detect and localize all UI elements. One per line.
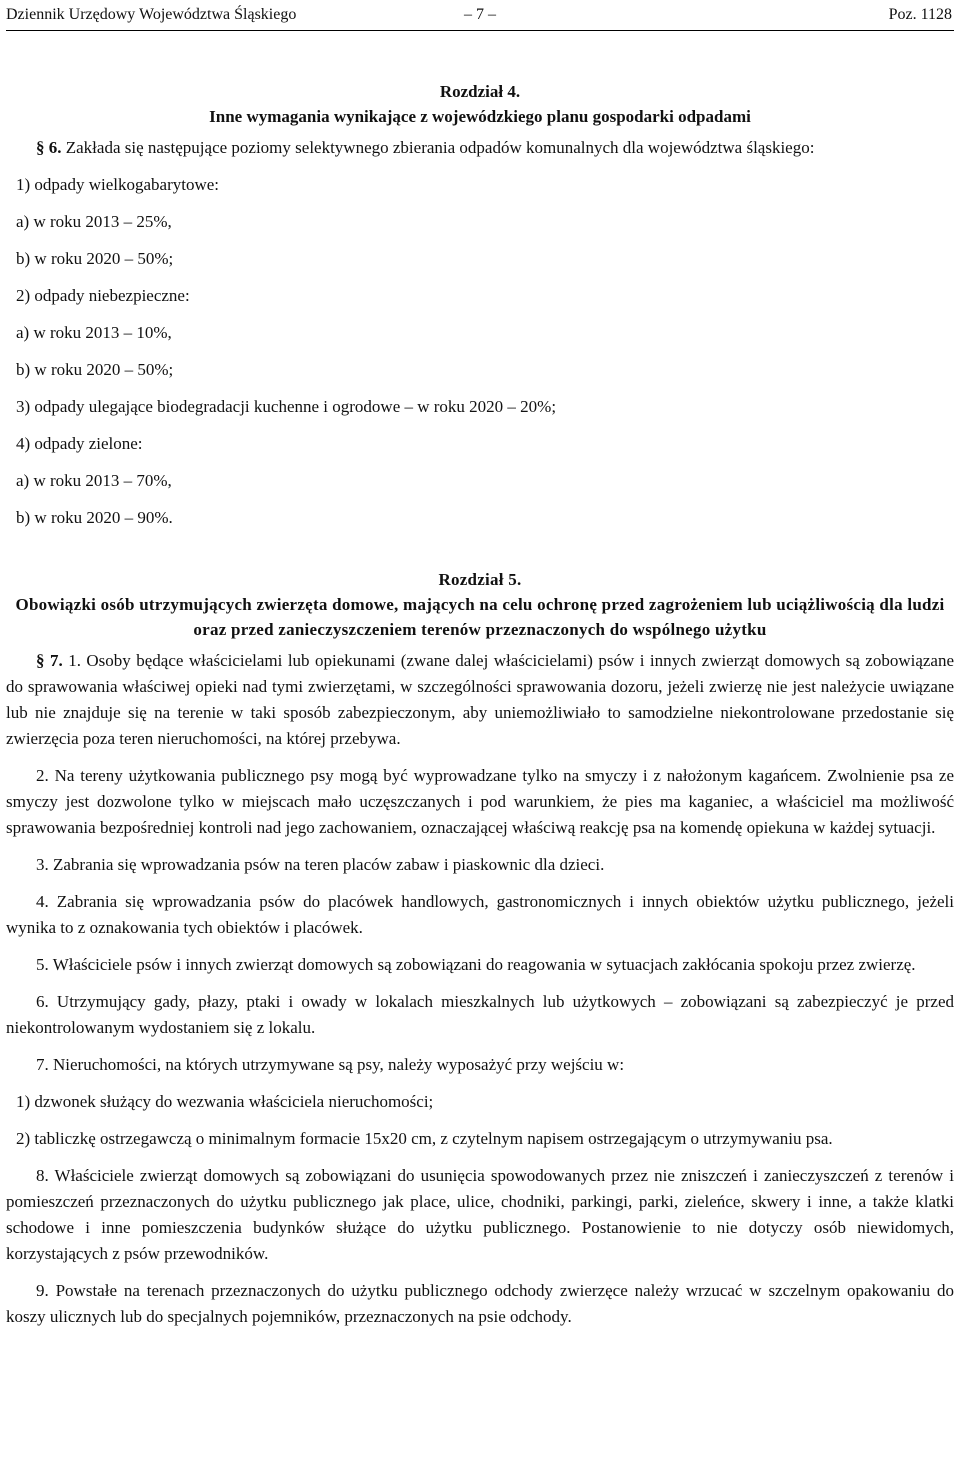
chapter-4-subtitle: Inne wymagania wynikające z wojewódzkiego planu gospodarki odpadami	[209, 107, 751, 126]
selective-collection-list	[6, 172, 954, 531]
section-7-item-1: 1) dzwonek służący do wezwania właściciela nieruchomości;	[16, 1092, 434, 1111]
section-3: 3. Zabrania się wprowadzania psów na teren placów zabaw i piaskownic dla dzieci.	[36, 855, 605, 874]
section-1-number: 1.	[68, 651, 81, 670]
list-item: a) w roku 2013 – 70%,	[16, 471, 172, 490]
list-item: 4) odpady zielone:	[16, 434, 143, 453]
chapter-4-title: Rozdział 4.	[439, 82, 521, 101]
list-item: b) w roku 2020 – 50%;	[16, 249, 174, 268]
list-item: a) w roku 2013 – 10%,	[16, 323, 172, 342]
page-number: – 7 –	[464, 6, 496, 23]
section-2: 2. Na tereny użytkowania publicznego psy mogą być wyprowadzane tylko na smyczy i z nałożonym kagańcem. Zwolnienie psa ze smyczy jest dozwolone tylko w miejscach mało uczęszczanych i pod warunkiem, że pies ma kaganiec, a właściciel ma możliwość sprawowania bezpośredniej kontroli nad jego zachowaniem, oznaczającej właściwą reakcję psa na komendę opiekuna w każdej sytuacji.	[6, 766, 954, 837]
section-8: 8. Właściciele zwierząt domowych są zobowiązani do usunięcia spowodowanych przez nie zniszczeń i zanieczyszczeń z terenów i pomieszczeń przeznaczonych do użytku publicznego jak place, ulice, chodniki, parkingi, parki, zieleńce, skwery i inne, a także klatki schodowe i inne pomieszczenia budynków służące do użytku publicznego. Postanowienie to nie dotyczy osób niewidomych, korzystających z psów przewodników.	[6, 1166, 954, 1263]
list-item: a) w roku 2013 – 25%,	[16, 212, 172, 231]
position-number: Poz. 1128	[888, 6, 952, 23]
list-item: b) w roku 2020 – 90%.	[16, 508, 173, 527]
paragraph-7-number: § 7.	[36, 651, 63, 670]
list-item: 2) odpady niebezpieczne:	[16, 286, 190, 305]
chapter-4-heading	[6, 79, 954, 129]
chapter-5-title: Rozdział 5.	[438, 570, 522, 589]
chapter-5-subtitle: Obowiązki osób utrzymujących zwierzęta domowe, mających na celu ochronę przed zagrożeniem lub uciążliwością dla ludzi oraz przed zanieczyszczeniem terenów przeznaczonych do wspólnego użytku	[15, 595, 945, 639]
section-6: 6. Utrzymujący gady, płazy, ptaki i owady w lokalach mieszkalnych lub użytkowych – zobowiązani są zabezpieczyć je przed niekontrolowanym wydostaniem się z lokalu.	[6, 992, 954, 1037]
section-7-item-2: 2) tabliczkę ostrzegawczą o minimalnym formacie 15x20 cm, z czytelnym napisem ostrzegającym o utrzymywaniu psa.	[16, 1129, 833, 1148]
section-5: 5. Właściciele psów i innych zwierząt domowych są zobowiązani do reagowania w sytuacjach zakłócania spokoju przez zwierzę.	[36, 955, 916, 974]
paragraph-6-text: Zakłada się następujące poziomy selektywnego zbierania odpadów komunalnych dla województwa śląskiego:	[65, 138, 815, 157]
list-item: 3) odpady ulegające biodegradacji kuchenne i ogrodowe – w roku 2020 – 20%;	[16, 397, 557, 416]
page-header	[6, 0, 954, 31]
journal-title: Dziennik Urzędowy Województwa Śląskiego	[6, 6, 297, 23]
section-9: 9. Powstałe na terenach przeznaczonych do użytku publicznego odchody zwierzęce należy wrzucać w szczelnym opakowaniu do koszy ulicznych lub do specjalnych pojemników, przeznaczonych na psie odchody.	[6, 1281, 954, 1326]
list-item: b) w roku 2020 – 50%;	[16, 360, 174, 379]
paragraph-6	[6, 135, 954, 161]
section-4: 4. Zabrania się wprowadzania psów do placówek handlowych, gastronomicznych i innych obiektów użytku publicznego, jeżeli wynika to z oznakowania tych obiektów i placówek.	[6, 892, 954, 937]
paragraph-7-section-1	[6, 648, 954, 752]
chapter-5-heading	[6, 567, 954, 642]
section-7: 7. Nieruchomości, na których utrzymywane są psy, należy wyposażyć przy wejściu w:	[36, 1055, 625, 1074]
list-item: 1) odpady wielkogabarytowe:	[16, 175, 219, 194]
paragraph-6-number: § 6.	[36, 138, 62, 157]
section-1-text: Osoby będące właścicielami lub opiekunami (zwane dalej właścicielami) psów i innych zwierząt domowych są zobowiązane do sprawowania właściwej opieki nad tymi zwierzętami, w szczególności sprawowania dozoru, jeżeli zwierzę nie jest należycie uwiązane lub nie znajduje się na terenie w taki sposób zabezpieczonym, aby uniemożliwiało to samodzielne niekontrolowane przedostanie się zwierzęcia poza teren nieruchomości, na której przebywa.	[6, 651, 955, 748]
